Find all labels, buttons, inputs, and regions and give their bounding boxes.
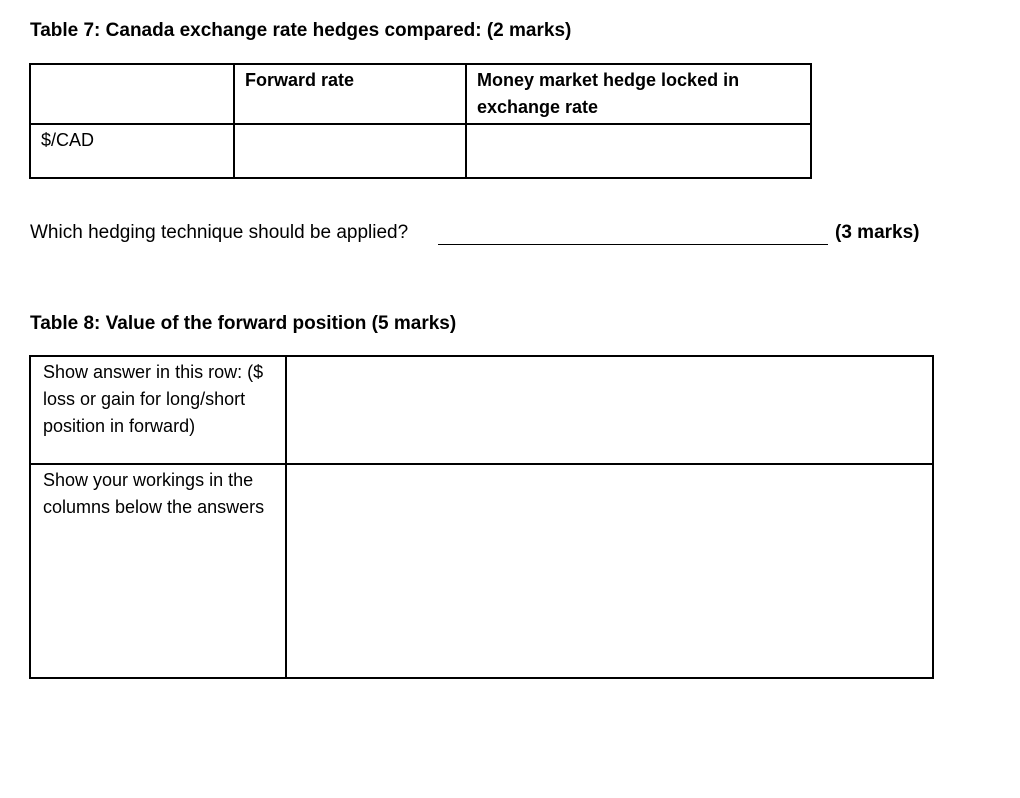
table-8-answer-label: Show answer in this row: ($ loss or gain for long/short position in forward): [30, 356, 286, 464]
table-7-row-cad: [30, 124, 811, 178]
table-8-workings-cell[interactable]: [286, 464, 933, 678]
table-8: [29, 355, 934, 679]
table-7-header-forward-rate: Forward rate: [234, 64, 466, 124]
table-8-answer-cell[interactable]: [286, 356, 933, 464]
table-7-header-money-market: Money market hedge locked in exchange rate: [466, 64, 811, 124]
table-7-money-market-cell[interactable]: [466, 124, 811, 178]
table-8-answer-row: [30, 356, 933, 464]
table-7-header-row: [30, 64, 811, 124]
table-8-title: Table 8: Value of the forward position (5 marks): [30, 313, 457, 334]
hedging-question: Which hedging technique should be applied?: [30, 222, 409, 243]
table-7-forward-rate-cell[interactable]: [234, 124, 466, 178]
hedging-question-marks: (3 marks): [835, 222, 920, 243]
hedging-answer-line[interactable]: [438, 244, 828, 245]
table-8-workings-label: Show your workings in the columns below the answers: [30, 464, 286, 678]
table-7-row-label: $/CAD: [30, 124, 234, 178]
table-8-workings-row: [30, 464, 933, 678]
table-7-header-blank: [30, 64, 234, 124]
table-7-title: Table 7: Canada exchange rate hedges compared: (2 marks): [30, 20, 572, 41]
table-7: [29, 63, 812, 179]
